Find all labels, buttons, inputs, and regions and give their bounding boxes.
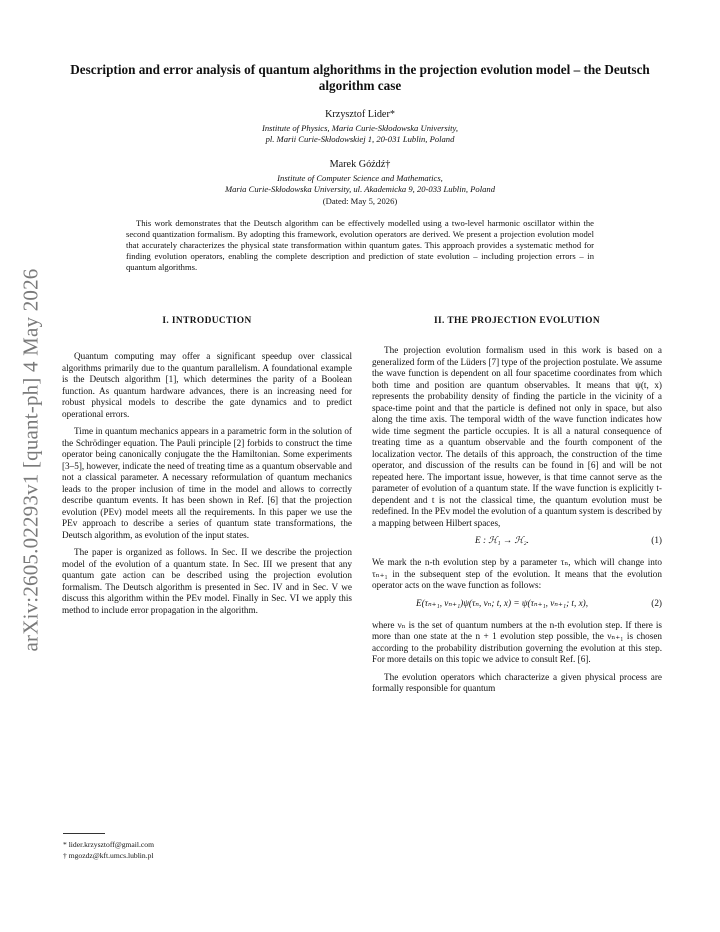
intro-paragraph-3: The paper is organized as follows. In Sec. II we describe the projection model of the evolution of a quantum state. In Sec. III we present that any quantum gate action can be described using the projection evolution formalism. The Deutsch algorithm is presented in Sec. IV and in Sec. V we discuss this algorithm within the PEv model. Finally in Sec. VI we apply this method to include error propagation in the algorithm.: [62, 547, 352, 615]
equation-1: [372, 535, 662, 550]
pe-paragraph-1: The projection evolution formalism used in this work is based on a generalized form of the Lüders [7] type of the projection postulate. We assume the wave function is dependent on all four spacetime coordinates from which both time and position are quantum observables. It means that ψ(t, x) represents the probability density of finding the particle in the vicinity of a space-time point and that the particle is defined not only in space, but also along the time axis. The temporal width of the wave function indicates how wide time segment the particle occupies. It is all a natural consequence of treating time as a quantum observable and the fourth component of the localization vector. The details of this approach, the construction of the time operator, and discussion of the results can be found in [6] and will be not repeated here. The important issue, however, is that time cannot serve as the parameter of evolution of a quantum state. If the wave function is explicitly t-dependent and t is not the classical time, the quantum evolution must be redefined. In the PEv model the evolution of a quantum system is described by a mapping between Hilbert spaces,: [372, 345, 662, 528]
paper-title: Description and error analysis of quantum alghorithms in the projection evolution model – the Deutsch algorithm case: [70, 62, 650, 93]
footnote-rule: [63, 833, 105, 834]
author-2-name: Marek Góźdź†: [329, 159, 391, 170]
abstract: [126, 218, 594, 273]
section-heading-projection-evolution: II. THE PROJECTION EVOLUTION: [433, 316, 601, 326]
intro-paragraph-1: Quantum computing may offer a significant speedup over classical algorithms primarily due to the quantum parallelism. A foundational example is the Deutsch algorithm [1], which determines the parity of a Boolean function. As quantum hardware advances, there is an increasing need for robust physical models to describe the gate dynamics and to predict operational errors.: [62, 351, 352, 419]
pe-paragraph-2: We mark the n-th evolution step by a parameter τₙ, which will change into τₙ₊₁ in the subsequent step of the evolution. It means that the evolution operator acts on the wave function as follows:: [372, 557, 662, 590]
arxiv-side-label: arXiv:2605.02293v1 [quant-ph] 4 May 2026: [18, 268, 43, 652]
author-2-affiliation-line-1: Institute of Computer Science and Mathematics,: [277, 173, 443, 183]
intro-paragraph-2: Time in quantum mechanics appears in a parametric form in the solution of the Schrödinger equation. The Pauli principle [2] forbids to construct the time operator being canonically conjugate the the Hamiltonian. Some experiments [3–5], however, indicate the need of treating time as a quantum observable and not a classical parameter. A necessary reformulation of quantum mechanics leads to the proper inclusion of time in the model and allows to correctly describe quantum events. It has been shown in Ref. [6] that the projection evolution (PEv) model meets all the requirements. In this paper we use the PEv approach to describe a series of quantum state transformations, the Deutsch algorithm, as evolution of the input states.: [62, 426, 352, 540]
equation-2-number: (2): [651, 597, 662, 608]
pe-paragraph-3: where νₙ is the set of quantum numbers at the n-th evolution step. If there is more than one state at the n + 1 evolution step possible, the νₙ₊₁ is chosen according to the probability distribution governing the evolution at this step. For more details on this topic we advice to consult Ref. [6].: [372, 619, 662, 664]
author-1-affiliation-line-1: Institute of Physics, Maria Curie-Skłodowska University,: [262, 123, 458, 133]
left-column: [62, 351, 352, 622]
equation-1-body: E : ℋ₁ → ℋ₂.: [475, 535, 529, 545]
equation-2-body: E(τₙ₊₁, νₙ₊₁)ψ(τₙ, νₙ; t, x) = ψ(τₙ₊₁, νₙ₊₁; t, x),: [415, 597, 589, 608]
author-1-affiliation-line-2: pl. Marii Curie-Skłodowskiej 1, 20-031 Lublin, Poland: [265, 134, 455, 144]
footnote-2: † mgozdz@kft.umcs.lublin.pl: [63, 851, 154, 860]
section-heading-introduction: I. INTRODUCTION: [162, 316, 252, 326]
dated-line: (Dated: May 5, 2026): [322, 196, 398, 206]
equation-2: [372, 598, 662, 613]
abstract-text: This work demonstrates that the Deutsch algorithm can be effectively modelled using a two-level harmonic oscillator within the second quantization formalism. By adopting this framework, evolution operators are derived. We present a projection evolution model that accurately characterizes the physical state transformation within quantum gates. This approach provides a systematic method for finding evolution operators, enabling the complete description and prediction of state evolution – including projection errors – in quantum algorithms.: [126, 218, 594, 273]
pe-paragraph-4: The evolution operators which characterize a given physical process are formally responsible for quantum: [372, 671, 662, 693]
equation-1-number: (1): [651, 535, 662, 545]
author-2-affiliation-line-2: Maria Curie-Skłodowska University, ul. Akademicka 9, 20-033 Lublin, Poland: [224, 184, 496, 194]
right-column: [372, 345, 662, 701]
author-1-name: Krzysztof Lider*: [325, 109, 395, 120]
footnote-1: * lider.krzysztoff@gmail.com: [63, 840, 154, 849]
